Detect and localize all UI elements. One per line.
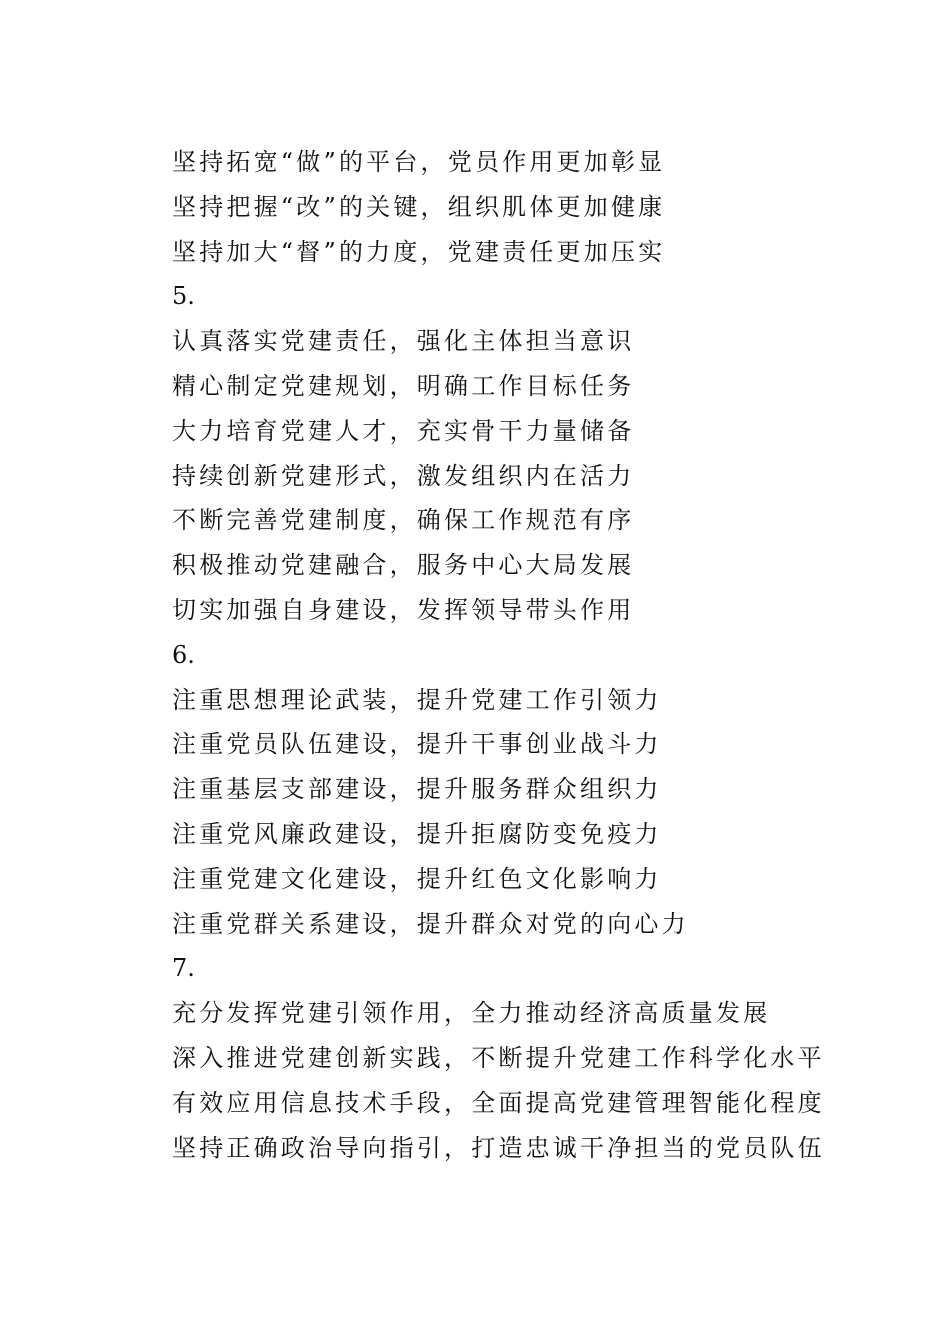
text-line: 坚持把握“改”的关键，组织肌体更加健康 [172,192,666,221]
text-line: 注重党建文化建设，提升红色文化影响力 [172,864,662,893]
text-line: 坚持加大“督”的力度，党建责任更加压实 [172,237,666,266]
text-line: 深入推进党建创新实践，不断提升党建工作科学化水平 [172,1043,825,1072]
text-line: 持续创新党建形式，激发组织内在活力 [172,461,635,490]
text-line: 注重党员队伍建设，提升干事创业战斗力 [172,730,662,759]
text-line: 充分发挥党建引领作用，全力推动经济高质量发展 [172,999,771,1028]
section-number: 6. [172,640,195,669]
text-line: 注重党群关系建设，提升群众对党的向心力 [172,909,689,938]
text-line: 切实加强自身建设，发挥领导带头作用 [172,595,635,624]
text-line: 积极推动党建融合，服务中心大局发展 [172,551,635,580]
text-line: 不断完善党建制度，确保工作规范有序 [172,506,635,535]
text-line: 坚持正确政治导向指引，打造忠诚干净担当的党员队伍 [172,1133,825,1162]
text-line: 注重基层支部建设，提升服务群众组织力 [172,775,662,804]
text-line: 有效应用信息技术手段，全面提高党建管理智能化程度 [172,1088,825,1117]
text-line: 坚持拓宽“做”的平台，党员作用更加彰显 [172,148,666,176]
text-line: 注重党风廉政建设，提升拒腐防变免疫力 [172,819,662,848]
text-line: 精心制定党建规划，明确工作目标任务 [172,371,635,400]
document-body [172,140,872,1170]
text-line: 认真落实党建责任，强化主体担当意识 [172,327,635,356]
text-line: 注重思想理论武装，提升党建工作引领力 [172,685,662,714]
text-line: 大力培育党建人才，充实骨干力量储备 [172,416,635,445]
section-number: 5. [172,282,195,311]
section-number: 7. [172,954,195,983]
